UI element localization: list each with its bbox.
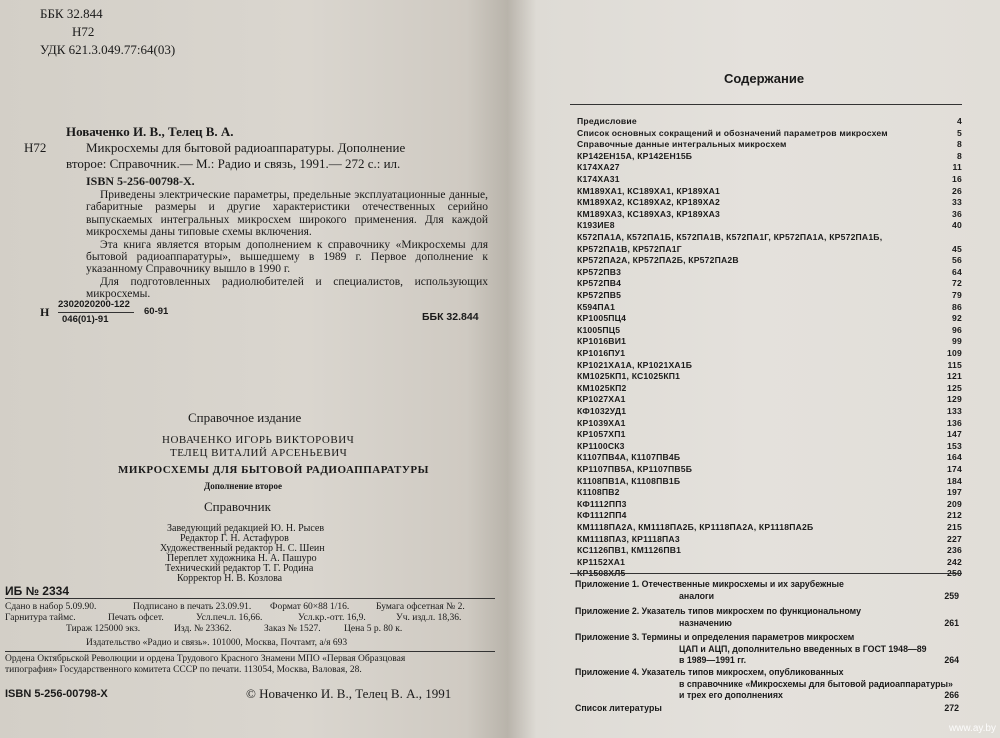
toc-row (570, 266, 962, 278)
isbn: ISBN 5-256-00798-X. (86, 174, 195, 188)
toc-page: 99 (952, 336, 962, 347)
toc-title: КР1027ХА1 (577, 394, 626, 405)
imprint-cell: Усл.кр.-отт. 16,9. (298, 613, 366, 623)
toc-title: КР572ПВ5 (577, 290, 622, 300)
toc-page: 136 (947, 417, 962, 428)
toc-title: КР1016ПУ1 (577, 348, 626, 358)
toc-page: 56 (952, 255, 962, 266)
toc-row (570, 301, 962, 313)
appendix-entry (575, 579, 959, 602)
toc-row (570, 393, 962, 405)
toc-title: КР1039ХА1 (577, 417, 626, 428)
toc-title: К174ХА31 (577, 174, 620, 184)
appendix-text: Приложение 2. Указатель типов микросхем по функциональному назначению (575, 606, 861, 628)
toc-title: КР572ПА1В, КР572ПА1Г (577, 243, 682, 254)
staff-line: Переплет художника Н. А. Пашуро (167, 553, 317, 564)
annotation-paragraph: Для подготовленных радиолюбителей и специалистов, использующих микросхемы. (86, 275, 488, 301)
toc-row (570, 138, 962, 150)
formula-suffix: 60-91 (144, 306, 169, 317)
toc-row (570, 161, 962, 173)
toc-title: К1107ПВ4А, К1107ПВ4Б (577, 452, 681, 463)
toc-title: К1108ПВ2 (577, 487, 620, 498)
toc-row (570, 417, 962, 429)
imprint-divider (5, 598, 495, 599)
toc-title: КР1152ХА1 (577, 556, 626, 567)
toc-page: 215 (947, 522, 962, 532)
imprint-cell: Гарнитура таймс. (5, 613, 76, 623)
ib-number: ИБ № 2334 (5, 584, 69, 598)
staff-line: Заведующий редакцией Ю. Н. Рысев (167, 523, 325, 534)
toc-row (570, 219, 962, 231)
annotation-paragraph: Приведены электрические параметры, предельные эксплуатационные данные, габаритные размеры и другие характеристики отечественных серийно выпускаемых интегральных микросхем широкого применения. Для каждой микросхемы даны типовые схемы включения. (86, 189, 488, 239)
toc-title: КМ1025КП1, КС1025КП1 (577, 371, 681, 382)
toc-row (570, 451, 962, 463)
toc-title: КС1126ПВ1, КМ1126ПВ1 (577, 545, 682, 556)
toc-row (570, 370, 962, 382)
toc-row (570, 231, 962, 243)
toc-row (570, 521, 962, 533)
publisher-address: Издательство «Радио и связь». 101000, Москва, Почтамт, а/я 693 (86, 638, 348, 648)
cutter-code: Н72 (72, 24, 95, 39)
toc-page: 212 (947, 510, 962, 521)
toc-page: 121 (947, 371, 962, 382)
book-title: МИКРОСХЕМЫ ДЛЯ БЫТОВОЙ РАДИОАППАРАТУРЫ (118, 464, 429, 476)
toc-page: 72 (952, 278, 962, 289)
toc-row (570, 533, 962, 545)
toc-page: 125 (947, 382, 962, 393)
appendix-page: 261 (944, 617, 959, 628)
toc-title: КМ189ХА2, КС189ХА2, КР189ХА2 (577, 197, 721, 208)
toc-row (570, 405, 962, 417)
toc-page: 8 (957, 139, 962, 150)
imprint-cell: Изд. № 23362. (174, 624, 232, 634)
formula-numerator: 2302020200-122 (58, 299, 130, 310)
toc-page: 164 (947, 452, 962, 463)
appendix-entry (575, 667, 959, 702)
book-subtitle: Дополнение второе (204, 481, 283, 491)
imprint-cell: Тираж 125000 экз. (66, 624, 141, 634)
toc-page: 227 (947, 533, 962, 544)
toc-page: 33 (952, 197, 962, 208)
imprint-cell: Заказ № 1527. (264, 624, 321, 634)
toc-title: КФ1112ПП3 (577, 498, 627, 509)
title-line-2: второе: Справочник.— М.: Радио и связь, 1991.— 272 с.: ил. (66, 156, 401, 171)
appendix-divider (570, 573, 962, 574)
toc-title: Справочные данные интегральных микросхем (577, 139, 787, 150)
toc-row (570, 127, 962, 139)
imprint-cell: Бумага офсетная № 2. (376, 602, 465, 612)
toc-title: КР572ПА2А, КР572ПА2Б, КР572ПА2В (577, 255, 739, 266)
toc-title: КР1107ПВ5А, КР1107ПВ5Б (577, 464, 693, 474)
bbk-right: ББК 32.844 (422, 311, 479, 323)
book-genre: Справочник (204, 499, 271, 514)
toc-page: 133 (947, 406, 962, 416)
watermark: www.ay.by (948, 723, 996, 734)
isbn-bottom: ISBN 5-256-00798-X (5, 688, 108, 700)
toc-page: 26 (952, 185, 962, 196)
toc-title: К193ИЕ8 (577, 220, 615, 231)
imprint-cell: Цена 5 р. 80 к. (344, 624, 403, 634)
toc-page: 16 (952, 174, 962, 184)
formula-bar (58, 312, 134, 313)
toc-page: 64 (952, 266, 962, 277)
toc-row (570, 277, 962, 289)
toc-title: КМ1118ПА2А, КМ1118ПА2Б, КР1118ПА2А, КР1118ПА2Б (577, 522, 814, 532)
toc-row (570, 463, 962, 475)
toc-title: КФ1032УД1 (577, 406, 627, 416)
imprint-cell: Подписано в печать 23.09.91. (133, 602, 252, 612)
toc-page: 96 (952, 324, 962, 335)
toc-page: 209 (947, 498, 962, 509)
toc-row (570, 324, 962, 336)
toc-page: 109 (947, 348, 962, 358)
references-page: 272 (944, 703, 959, 713)
toc-page: 184 (947, 475, 962, 486)
printer-line: Ордена Октябрьской Революции и ордена Трудового Красного Знамени МПО «Первая Образцовая (5, 654, 406, 664)
imprint-cell: Уч. изд.л. 18,36. (396, 613, 462, 623)
toc-row (570, 498, 962, 510)
formula-denominator: 046(01)-91 (62, 314, 109, 325)
toc-page: 197 (947, 487, 962, 498)
toc-title: Предисловие (577, 116, 637, 126)
udk-code: УДК 621.3.049.77:64(03) (40, 42, 176, 57)
annotation-paragraph: Эта книга является вторым дополнением к справочнику «Микросхемы для бытовой радиоаппаратуры», вышедшему в 1989 г. Первое дополнение к указанному Справочнику вышло в 1990 г. (86, 238, 488, 276)
toc-row (570, 173, 962, 185)
toc-title: КМ1118ПА3, КР1118ПА3 (577, 533, 680, 544)
authors: Новаченко И. В., Телец В. А. (66, 124, 234, 139)
toc-title: КР1100СК3 (577, 440, 625, 451)
toc-row (570, 289, 962, 301)
toc-row (570, 115, 962, 127)
toc-page: 92 (952, 313, 962, 324)
toc-row (570, 486, 962, 498)
imprint-cell: Усл.печ.л. 16,66. (196, 613, 263, 623)
appendix-text: Приложение 4. Указатель типов микросхем, опубликованных в справочнике «Микросхемы для бытовой радиоаппаратуры» и трех его дополнениях (575, 667, 953, 700)
toc-row (570, 440, 962, 452)
appendix-text: Приложение 1. Отечественные микросхемы и их зарубежные аналоги (575, 579, 844, 601)
edition-type: Справочное издание (188, 410, 302, 425)
toc-row (570, 509, 962, 521)
staff-line: Редактор Г. Н. Астафуров (180, 533, 289, 544)
toc-title: КР1016ВИ1 (577, 336, 627, 347)
imprint-cell: Печать офсет. (108, 613, 164, 623)
toc-row (570, 196, 962, 208)
staff-line: Технический редактор Т. Г. Родина (165, 563, 314, 574)
toc-row (570, 544, 962, 556)
toc-title: КР1005ПЦ4 (577, 313, 627, 324)
toc-page: 36 (952, 208, 962, 219)
bbk-code: ББК 32.844 (40, 6, 103, 21)
author-2-fullname: ТЕЛЕЦ ВИТАЛИЙ АРСЕНЬЕВИЧ (170, 447, 348, 459)
toc-row (570, 185, 962, 197)
toc-title: КР572ПВ4 (577, 278, 622, 289)
toc-title: К594ПА1 (577, 301, 616, 312)
appendix-entry (575, 632, 959, 667)
toc-title: Список основных сокращений и обозначений параметров микросхем (577, 127, 888, 138)
appendix-page: 266 (944, 690, 959, 700)
staff-line: Художественный редактор Н. С. Шеин (160, 543, 325, 554)
toc-page: 242 (947, 556, 962, 567)
staff-line: Корректор Н. В. Козлова (177, 573, 283, 584)
toc-page: 11 (952, 162, 962, 173)
toc-row (570, 243, 962, 255)
toc-title: КР1021ХА1А, КР1021ХА1Б (577, 359, 693, 370)
appendix-page: 259 (944, 590, 959, 601)
toc-page: 147 (947, 429, 962, 440)
cutter-code-side: Н72 (24, 140, 47, 155)
toc-row (570, 382, 962, 394)
toc-row (570, 150, 962, 162)
toc-page: 5 (957, 127, 962, 138)
author-1-fullname: НОВАЧЕНКО ИГОРЬ ВИКТОРОВИЧ (162, 434, 355, 446)
toc-row (570, 556, 962, 568)
toc-page: 86 (952, 301, 962, 312)
toc-row (570, 335, 962, 347)
toc-page: 153 (947, 440, 962, 451)
references-text: Список литературы (575, 703, 662, 713)
toc-title: КМ1025КП2 (577, 382, 627, 393)
printer-line: типография» Государственного комитета СССР по печати. 113054, Москва, Валовая, 28. (5, 665, 362, 675)
toc-row (570, 254, 962, 266)
toc-row (570, 347, 962, 359)
toc-row (570, 475, 962, 487)
title-line-1: Микросхемы для бытовой радиоаппаратуры. Дополнение (86, 140, 406, 155)
toc-row (570, 359, 962, 371)
formula-letter: Н (40, 305, 50, 319)
annotation (86, 189, 488, 301)
copyright: © Новаченко И. В., Телец В. А., 1991 (246, 686, 452, 701)
toc-title: КР1057ХП1 (577, 429, 626, 440)
toc-title: К174ХА27 (577, 162, 620, 173)
toc-page: 174 (947, 464, 962, 474)
toc-page: 8 (957, 150, 962, 161)
toc-page: 79 (952, 290, 962, 300)
toc-title: К1005ПЦ5 (577, 324, 621, 335)
toc-page: 236 (947, 545, 962, 556)
toc-page: 40 (952, 220, 962, 231)
toc-title: К572ПА1А, К572ПА1Б, К572ПА1В, К572ПА1Г, КР572ПА1А, КР572ПА1Б, (577, 232, 883, 242)
toc-row (570, 312, 962, 324)
appendix-page: 264 (944, 655, 959, 665)
toc-title: КФ1112ПП4 (577, 510, 627, 521)
toc-page: 4 (957, 116, 962, 126)
toc-title: КМ189ХА3, КС189ХА3, КР189ХА3 (577, 208, 721, 219)
toc-page: 129 (947, 394, 962, 405)
printer-divider (5, 651, 495, 652)
imprint-cell: Формат 60×88 1/16. (270, 602, 350, 612)
toc-row (570, 428, 962, 440)
appendix-text: Приложение 3. Термины и определения параметров микросхем ЦАП и АЦП, дополнительно введенных в ГОСТ 1948—89 в 1989—1991 гг. (575, 632, 927, 665)
imprint-cell: Сдано в набор 5.09.90. (5, 602, 97, 612)
contents-top-rule (570, 104, 962, 105)
toc-title: КР142ЕН15А, КР142ЕН15Б (577, 150, 693, 161)
toc-page: 45 (952, 243, 962, 254)
toc-page: 115 (947, 359, 962, 370)
references-entry (575, 703, 959, 715)
toc-row (570, 208, 962, 220)
toc-title: КМ189ХА1, КС189ХА1, КР189ХА1 (577, 185, 721, 196)
toc-title: КР572ПВ3 (577, 266, 622, 277)
toc-title: К1108ПВ1А, К1108ПВ1Б (577, 475, 681, 486)
appendix-entry (575, 606, 959, 629)
contents-heading: Содержание (724, 71, 805, 86)
